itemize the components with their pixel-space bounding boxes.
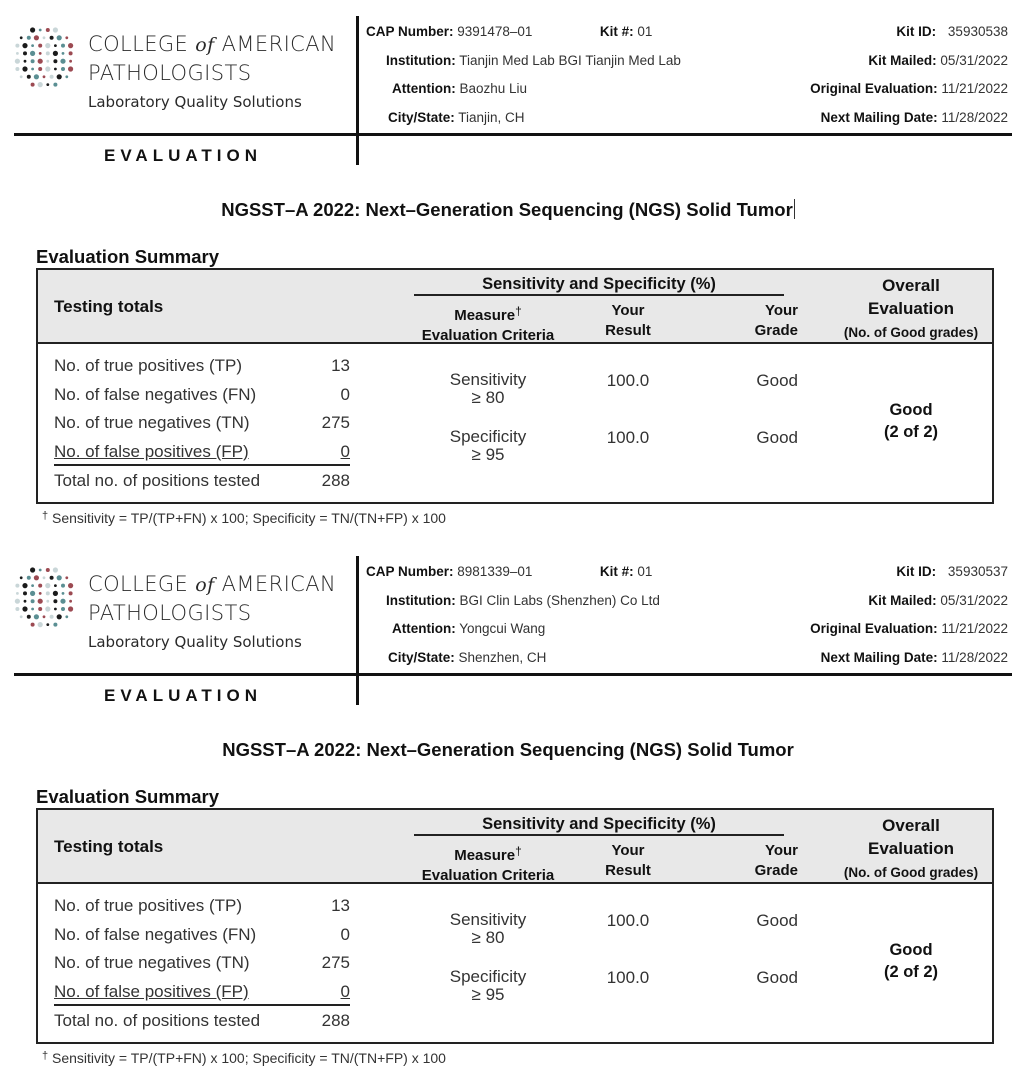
evaluation-summary-table: [36, 808, 994, 1044]
cap-logo-icon: [14, 26, 74, 90]
report-header: [0, 0, 1016, 165]
report-title: [0, 199, 1016, 221]
kit-id-row: [810, 564, 1008, 593]
next-mailing-date-row: [810, 110, 1008, 139]
header-sensitivity-specificity: Sensitivity and Specificity (%): [482, 815, 716, 833]
cap-logo-icon: [14, 566, 74, 630]
attention-value: Baozhu Liu: [459, 81, 528, 96]
kit-mailed-row: [810, 53, 1008, 82]
row-label: No. of true negatives (TN): [54, 953, 250, 972]
kit-id-label: Kit ID:: [896, 564, 937, 579]
brand-pathologists: PATHOLOGISTS: [88, 601, 252, 625]
kit-mailed-value: 05/31/2022: [940, 52, 1008, 68]
text-cursor: [794, 199, 795, 219]
participant-info: [366, 564, 660, 678]
measure-threshold: ≥ 80: [471, 388, 505, 407]
city-state-value: Shenzhen, CH: [458, 649, 547, 665]
kit-number-label: Kit #:: [599, 24, 634, 39]
report-title: [0, 739, 1016, 761]
sensitivity-grade: Good: [756, 911, 798, 930]
row-label: No. of false negatives (FN): [54, 385, 257, 404]
header-grade: Grade: [754, 322, 798, 339]
original-evaluation-label: Original Evaluation:: [810, 81, 938, 96]
specificity-grade: Good: [756, 428, 798, 447]
report-header: [0, 540, 1016, 705]
dagger-icon: †: [515, 844, 522, 858]
table-row: [54, 413, 350, 441]
overall-grade: Good: [889, 941, 933, 959]
table-header: [38, 270, 992, 344]
cap-number-label: CAP Number:: [366, 564, 454, 579]
overall-grade: Good: [889, 401, 933, 419]
header-good-grades: (No. of Good grades): [843, 325, 979, 340]
evaluation-report: [0, 0, 1016, 526]
institution-label: Institution:: [386, 592, 456, 608]
header-measure-criteria: [408, 841, 568, 886]
row-value: 0: [340, 982, 350, 1001]
overall-count: (2 of 2): [883, 963, 939, 981]
institution-label: Institution:: [386, 52, 456, 68]
original-evaluation-row: [810, 621, 1008, 650]
row-value: 13: [331, 356, 350, 375]
kit-info: [810, 564, 1008, 678]
header-your-grade: [708, 301, 798, 341]
header-your: Your: [764, 842, 798, 859]
header-overall-evaluation: [828, 814, 994, 884]
table-row-total: [54, 471, 350, 499]
cap-number-row: [366, 564, 660, 593]
header-evaluation-criteria: Evaluation Criteria: [421, 867, 555, 884]
kit-number-value: 01: [637, 564, 653, 579]
row-value: 0: [340, 442, 350, 461]
kit-info: [810, 24, 1008, 138]
header-your-grade: [708, 841, 798, 881]
row-value: 0: [340, 385, 350, 404]
header-sensitivity-specificity: Sensitivity and Specificity (%): [482, 275, 716, 293]
evaluation-label: EVALUATION: [104, 146, 262, 165]
sensitivity-criteria: [408, 911, 568, 947]
measure-name: Sensitivity: [449, 370, 527, 389]
formula-footnote: [42, 510, 446, 526]
row-label: No. of true positives (TP): [54, 896, 243, 915]
header-grade: Grade: [754, 862, 798, 879]
header-testing-totals: Testing totals: [54, 837, 164, 856]
row-label: Total no. of positions tested: [54, 1011, 261, 1030]
dagger-icon: †: [515, 304, 522, 318]
attention-label: Attention:: [392, 621, 456, 636]
kit-id-label: Kit ID:: [896, 24, 937, 39]
row-value: 288: [321, 1011, 350, 1030]
footnote-text: Sensitivity = TP/(TP+FN) x 100; Specificity = TN/(TN+FP) x 100: [52, 510, 446, 526]
measure-name: Specificity: [449, 967, 527, 986]
brand-of: of: [195, 34, 215, 56]
row-value: 0: [340, 925, 350, 944]
kit-mailed-label: Kit Mailed:: [868, 52, 937, 68]
brand-american: AMERICAN: [214, 572, 337, 596]
next-mailing-date-label: Next Mailing Date:: [820, 109, 938, 125]
header-vertical-divider: [356, 556, 359, 705]
dagger-icon: †: [42, 1050, 49, 1062]
header-evaluation: Evaluation: [868, 299, 954, 318]
table-row: [54, 982, 350, 1006]
dagger-icon: †: [42, 510, 49, 522]
city-state-label: City/State:: [388, 649, 455, 665]
table-row: [54, 896, 350, 924]
institution-row: [366, 593, 660, 622]
participant-info: [366, 24, 681, 138]
original-evaluation-value: 11/21/2022: [941, 621, 1008, 636]
specificity-criteria: [408, 968, 568, 1004]
sensitivity-result: 100.0: [606, 911, 650, 930]
header-measure: Measure: [454, 847, 516, 864]
header-vertical-divider: [356, 16, 359, 165]
row-value: 13: [331, 896, 350, 915]
header-overall: Overall: [882, 276, 940, 295]
specificity-criteria: [408, 428, 568, 464]
kit-id-value: 35930537: [947, 564, 1008, 579]
row-label: Total no. of positions tested: [54, 471, 261, 490]
brand-tagline: Laboratory Quality Solutions: [88, 633, 302, 651]
evaluation-summary-table: [36, 268, 994, 504]
cap-number-value: 9391478–01: [457, 24, 533, 39]
original-evaluation-value: 11/21/2022: [941, 81, 1008, 96]
evaluation-summary-heading: Evaluation Summary: [36, 246, 220, 267]
institution-row: [366, 53, 681, 82]
footnote-text: Sensitivity = TP/(TP+FN) x 100; Specificity = TN/(TN+FP) x 100: [52, 1050, 446, 1066]
cap-number-row: [366, 24, 681, 53]
header-good-grades: (No. of Good grades): [843, 865, 979, 880]
header-your: Your: [611, 842, 645, 859]
kit-id-row: [810, 24, 1008, 53]
kit-mailed-value: 05/31/2022: [940, 592, 1008, 608]
header-evaluation: Evaluation: [868, 839, 954, 858]
report-title-text: NGSST–A 2022: Next–Generation Sequencing (NGS) Solid Tumor: [221, 199, 793, 220]
header-your-result: [578, 841, 678, 881]
kit-number-value: 01: [637, 24, 653, 39]
city-state-label: City/State:: [388, 109, 455, 125]
header-result: Result: [605, 322, 651, 339]
kit-number-label: Kit #:: [599, 564, 634, 579]
measure-threshold: ≥ 95: [471, 985, 505, 1004]
table-row: [54, 385, 350, 413]
table-row: [54, 953, 350, 981]
next-mailing-date-row: [810, 650, 1008, 679]
city-state-row: [366, 650, 660, 679]
row-label: No. of false positives (FP): [54, 442, 249, 461]
overall-evaluation: [828, 399, 994, 443]
institution-value: BGI Clin Labs (Shenzhen) Co Ltd: [459, 592, 660, 608]
row-value: 275: [321, 953, 350, 972]
kit-mailed-row: [810, 593, 1008, 622]
evaluation-label: EVALUATION: [104, 686, 262, 705]
row-value: 288: [321, 471, 350, 490]
measure-threshold: ≥ 80: [471, 928, 505, 947]
evaluation-summary-heading: Evaluation Summary: [36, 786, 220, 807]
city-state-value: Tianjin, CH: [458, 109, 525, 125]
brand-college: COLLEGE: [88, 32, 196, 56]
header-measure: Measure: [454, 307, 516, 324]
header-testing-totals: Testing totals: [54, 297, 164, 316]
kit-id-value: 35930538: [947, 24, 1008, 39]
measure-name: Specificity: [449, 427, 527, 446]
original-evaluation-label: Original Evaluation:: [810, 621, 938, 636]
specificity-result: 100.0: [606, 968, 650, 987]
row-label: No. of false negatives (FN): [54, 925, 257, 944]
brand-pathologists: PATHOLOGISTS: [88, 61, 252, 85]
formula-footnote: [42, 1050, 446, 1066]
brand-wordmark: [88, 30, 336, 117]
header-your-result: [578, 301, 678, 341]
kit-mailed-label: Kit Mailed:: [868, 592, 937, 608]
original-evaluation-row: [810, 81, 1008, 110]
next-mailing-date-value: 11/28/2022: [941, 649, 1008, 665]
table-row: [54, 356, 350, 384]
evaluation-report: [0, 540, 1016, 1066]
attention-row: [366, 621, 660, 650]
institution-value: Tianjin Med Lab BGI Tianjin Med Lab: [459, 52, 681, 68]
overall-evaluation: [828, 939, 994, 983]
measure-threshold: ≥ 95: [471, 445, 505, 464]
report-title-text: NGSST–A 2022: Next–Generation Sequencing (NGS) Solid Tumor: [222, 739, 794, 760]
row-value: 275: [321, 413, 350, 432]
table-row-total: [54, 1011, 350, 1039]
table-row: [54, 442, 350, 466]
sensitivity-result: 100.0: [606, 371, 650, 390]
row-label: No. of false positives (FP): [54, 982, 249, 1001]
table-header: [38, 810, 992, 884]
header-your: Your: [611, 302, 645, 319]
header-your: Your: [764, 302, 798, 319]
header-group-rule: [414, 834, 784, 836]
attention-value: Yongcui Wang: [459, 621, 546, 636]
attention-label: Attention:: [392, 81, 456, 96]
header-result: Result: [605, 862, 651, 879]
brand-of: of: [195, 574, 215, 596]
specificity-result: 100.0: [606, 428, 650, 447]
header-overall-evaluation: [828, 274, 994, 344]
header-group-rule: [414, 294, 784, 296]
brand-college: COLLEGE: [88, 572, 196, 596]
row-label: No. of true negatives (TN): [54, 413, 250, 432]
header-evaluation-criteria: Evaluation Criteria: [421, 327, 555, 344]
header-overall: Overall: [882, 816, 940, 835]
sensitivity-criteria: [408, 371, 568, 407]
brand-american: AMERICAN: [214, 32, 337, 56]
next-mailing-date-label: Next Mailing Date:: [820, 649, 938, 665]
attention-row: [366, 81, 681, 110]
brand-wordmark: [88, 570, 336, 657]
brand-tagline: Laboratory Quality Solutions: [88, 93, 302, 111]
cap-number-value: 8981339–01: [457, 564, 533, 579]
city-state-row: [366, 110, 681, 139]
table-row: [54, 925, 350, 953]
sensitivity-grade: Good: [756, 371, 798, 390]
cap-number-label: CAP Number:: [366, 24, 454, 39]
measure-name: Sensitivity: [449, 910, 527, 929]
header-measure-criteria: [408, 301, 568, 346]
next-mailing-date-value: 11/28/2022: [941, 109, 1008, 125]
row-label: No. of true positives (TP): [54, 356, 243, 375]
specificity-grade: Good: [756, 968, 798, 987]
overall-count: (2 of 2): [883, 423, 939, 441]
